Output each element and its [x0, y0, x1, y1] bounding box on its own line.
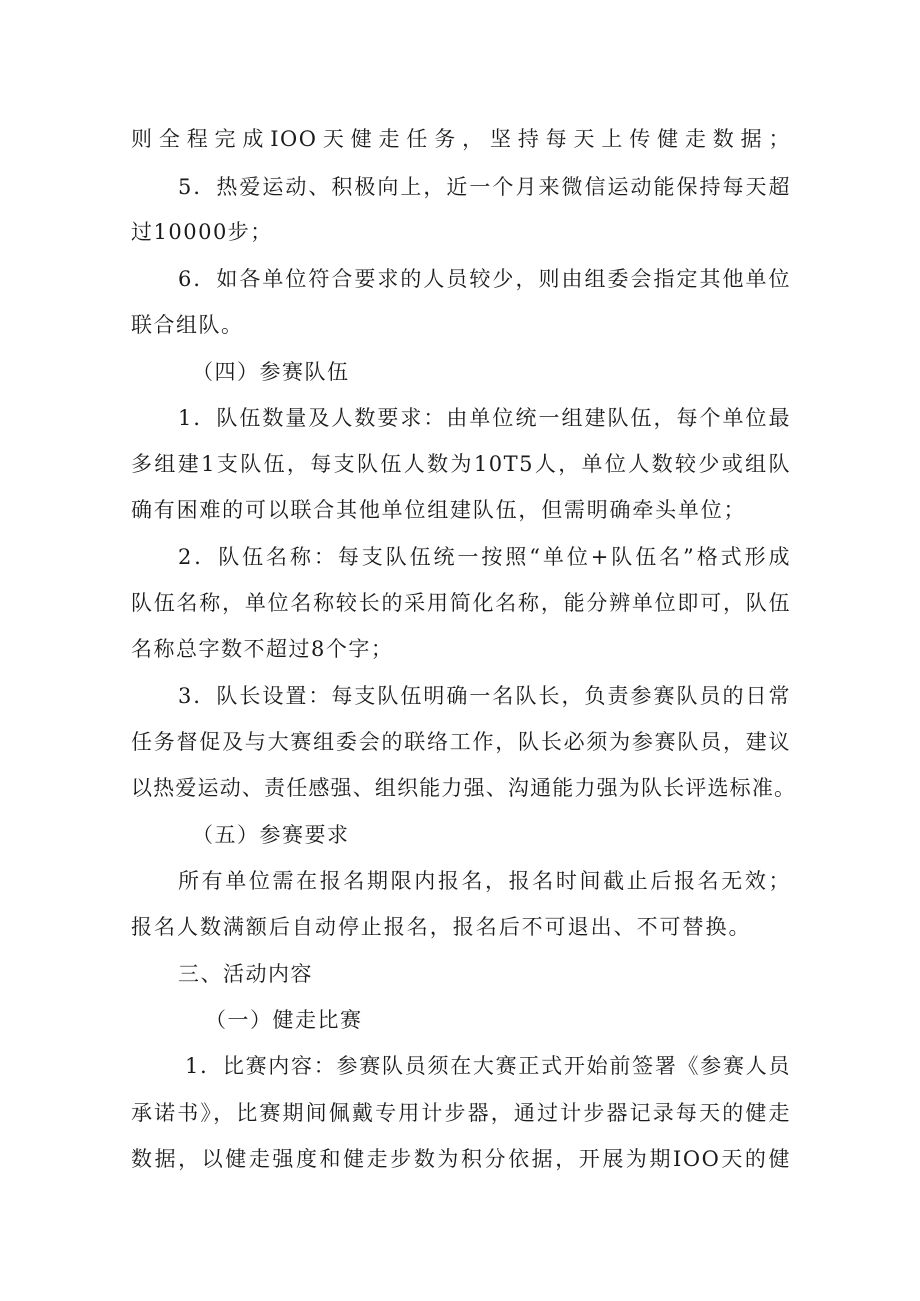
body-text-line: 承诺书》，比赛期间佩戴专用计步器，通过计步器记录每天的健走: [131, 1101, 791, 1125]
body-text-line: 任务督促及与大赛组委会的联络工作，队长必须为参赛队员，建议: [131, 730, 791, 754]
body-text-line: 过10000步；: [131, 220, 273, 244]
body-text-line: 所有单位需在报名期限内报名，报名时间截止后报名无效；: [178, 869, 791, 893]
list-item-6: 6．如各单位符合要求的人员较少，则由组委会指定其他单位: [178, 267, 791, 291]
body-text-line: 以热爱运动、责任感强、组织能力强、沟通能力强为队长评选标准。: [131, 776, 795, 800]
list-item-1-team-size: 1．队伍数量及人数要求：由单位统一组建队伍，每个单位最: [178, 406, 791, 430]
section-heading-requirements: （五）参赛要求: [192, 823, 350, 847]
list-item-3-captain: 3．队长设置：每支队伍明确一名队长，负责参赛队员的日常: [178, 684, 791, 708]
body-text-line: 确有困难的可以联合其他单位组建队伍，但需明确牵头单位；: [131, 498, 746, 522]
body-text-line: 队伍名称，单位名称较长的采用简化名称，能分辨单位即可，队伍: [131, 591, 791, 615]
body-text-line: 报名人数满额后自动停止报名，报名后不可退出、不可替换。: [131, 915, 751, 939]
list-item-2-team-name: 2．队伍名称：每支队伍统一按照“单位+队伍名”格式形成: [178, 545, 791, 569]
body-text-line: 多组建1支队伍，每支队伍人数为10T5人，单位人数较少或组队: [131, 452, 791, 476]
section-heading-walking-contest: （一）健走比赛: [205, 1008, 363, 1032]
section-heading-teams: （四）参赛队伍: [192, 360, 350, 384]
list-item-1-contest-content: 1．比赛内容：参赛队员须在大赛正式开始前签署《参赛人员: [185, 1054, 791, 1078]
body-text-line: 联合组队。: [131, 313, 244, 337]
body-text-line: 名称总字数不超过8个字；: [131, 637, 394, 661]
list-item-5: 5．热爱运动、积极向上，近一个月来微信运动能保持每天超: [178, 175, 791, 199]
body-text-line: 则全程完成IOO天健走任务，坚持每天上传健走数据；: [131, 127, 791, 151]
body-text-line: 数据，以健走强度和健走步数为积分依据，开展为期IOO天的健: [131, 1147, 791, 1171]
chapter-heading-activities: 三、活动内容: [178, 962, 313, 986]
